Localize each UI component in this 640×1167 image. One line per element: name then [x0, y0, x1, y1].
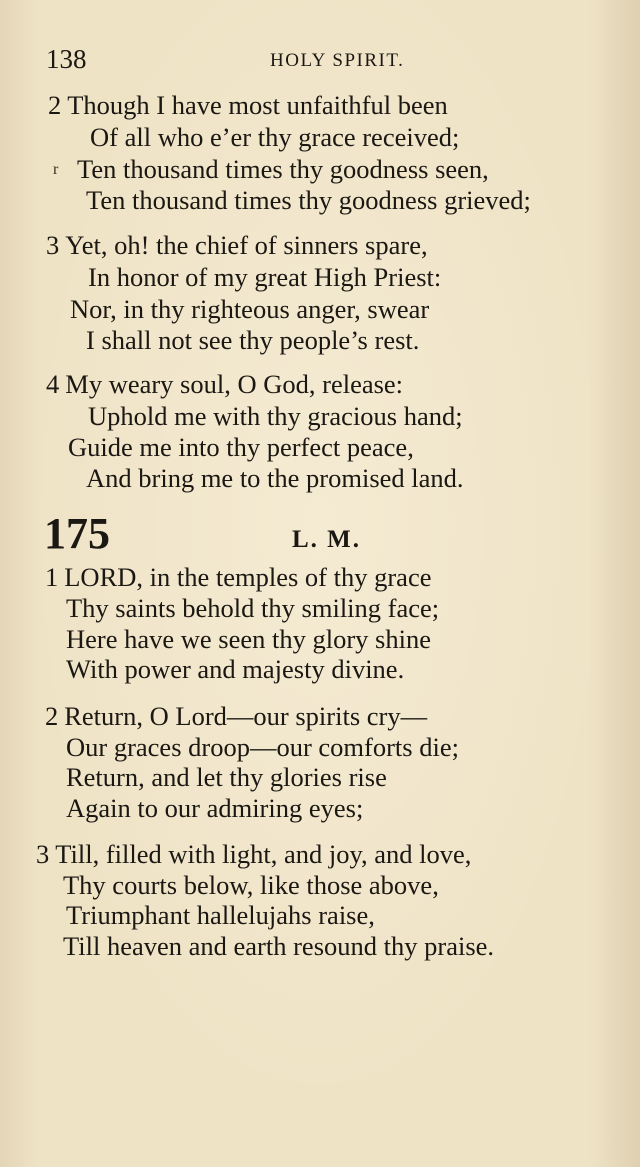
running-head: HOLY SPIRIT.: [270, 50, 405, 71]
verse-line: [46, 232, 428, 259]
verse-number: 3: [36, 839, 50, 869]
verse-number: 1: [45, 562, 59, 592]
hymn-meter: L. M.: [292, 526, 362, 553]
verse-line: Ten thousand times thy goodness seen,: [77, 154, 489, 184]
verse-line: Thy saints behold thy smiling face;: [66, 593, 440, 623]
verse-line-text: Though I have most unfaithful been: [67, 90, 448, 120]
verse-line: [36, 841, 471, 868]
verse-line: Of all who e’er thy grace received;: [90, 122, 460, 152]
hymn-number: 175: [44, 509, 110, 558]
verse-line: Till heaven and earth resound thy praise.: [63, 931, 495, 961]
page-number: 138: [46, 44, 87, 74]
verse-line: Guide me into thy perfect peace,: [68, 432, 414, 462]
verse-number: 2: [48, 90, 62, 120]
verse-line: Again to our admiring eyes;: [66, 793, 364, 823]
verse-line: In honor of my great High Priest:: [88, 262, 442, 292]
verse-number: 4: [46, 369, 60, 399]
verse-number: 3: [46, 230, 60, 260]
verse-line: And bring me to the promised land.: [86, 463, 464, 493]
verse-line: [45, 564, 431, 591]
verse-line: With power and majesty divine.: [66, 654, 405, 684]
verse-line-text: Return, O Lord—our spirits cry—: [64, 701, 428, 731]
verse-line: Return, and let thy glories rise: [66, 762, 387, 792]
verse-line-text: Till, filled with light, and joy, and love,: [55, 839, 472, 869]
verse-number: 2: [45, 701, 59, 731]
verse-line: Thy courts below, like those above,: [63, 870, 439, 900]
verse-line: Uphold me with thy gracious hand;: [88, 401, 463, 431]
verse-line: [45, 703, 427, 730]
verse-line: Our graces droop—our comforts die;: [66, 732, 459, 762]
verse-line: I shall not see thy people’s rest.: [86, 325, 420, 355]
verse-line: Nor, in thy righteous anger, swear: [70, 294, 430, 324]
verse-line-text: Yet, oh! the chief of sinners spare,: [65, 230, 428, 260]
verse-line: [46, 371, 403, 398]
verse-line: [48, 92, 448, 119]
stray-print-mark: r: [53, 161, 59, 178]
verse-line: Here have we seen thy glory shine: [66, 624, 431, 654]
verse-line-text: LORD, in the temples of thy grace: [64, 562, 432, 592]
verse-line: Ten thousand times thy goodness grieved;: [86, 185, 531, 215]
verse-line: Triumphant hallelujahs raise,: [66, 900, 375, 930]
verse-line-text: My weary soul, O God, release:: [65, 369, 404, 399]
page-header: [0, 40, 640, 80]
